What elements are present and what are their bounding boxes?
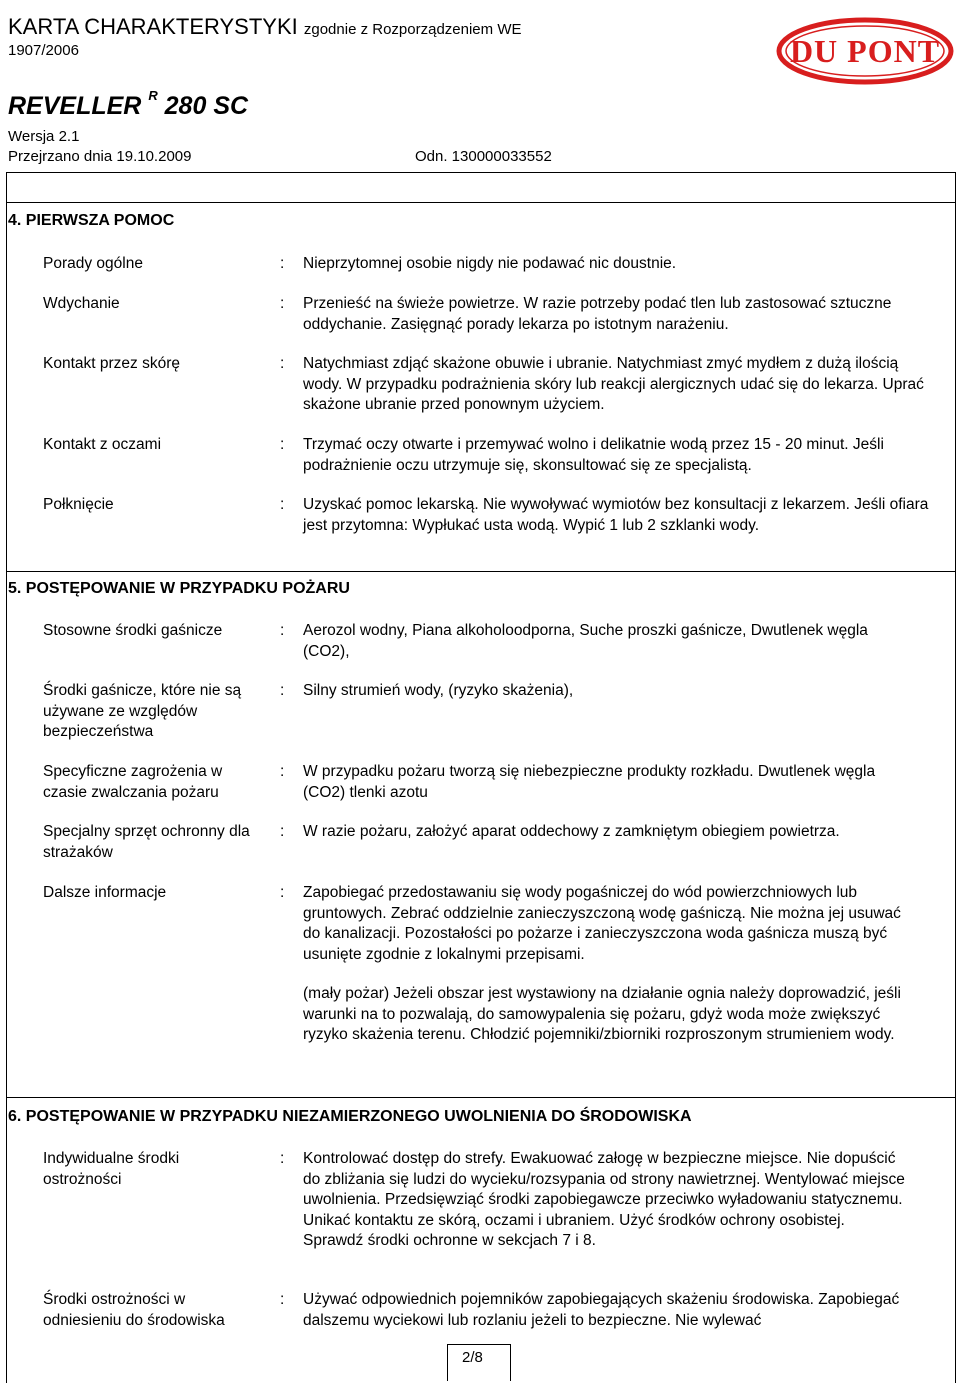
product-name: [8, 88, 248, 121]
row-label: Specyficzne zagrożenia w czasie zwalczania pożaru: [43, 763, 223, 801]
registered-mark: R: [148, 88, 158, 103]
product-suffix: 280 SC: [164, 92, 249, 120]
row-value: Silny strumień wody, (ryzyko skażenia),: [303, 682, 574, 699]
page-number: 2/8: [462, 1349, 483, 1366]
row-value: W razie pożaru, założyć aparat oddechowy z zamkniętym obiegiem powietrza.: [303, 823, 840, 840]
colon: :: [280, 1291, 285, 1308]
row-value: Zapobiegać przedostawaniu się wody pogaśniczej do wód powierzchniowych lub gruntowych. Zebrać oddzielnie zanieczyszczoną wodę gaśniczą. Nie można jej usuwać do kanalizacji. Pozostałości po pożarze i zanieczyszczona woda gaśnicza muszą być usunięte zgodnie z lokalnymi przepisami.: [303, 884, 901, 963]
row-label: Indywidualne środki ostrożności: [43, 1150, 180, 1188]
colon: :: [280, 1150, 285, 1167]
additional-note: (mały pożar) Jeżeli obszar jest wystawiony na działanie ognia należy doprowadzić, jeśli warunki na to pozwalają, do samowypalenia się pożaru, gdyż woda może zwiększyć ryzyko skażenia terenu. Chłodzić pojemniki/zbiorniki rozproszonym strumieniem wody.: [303, 985, 901, 1043]
row-value: Uzyskać pomoc lekarską. Nie wywoływać wymiotów bez konsultacji z lekarzem. Jeśli ofiara jest przytomna: Wypłukać usta wodą. Wypić 1 lub 2 szklanki wody.: [303, 496, 929, 534]
colon: :: [280, 682, 285, 699]
section-4-title: 4. PIERWSZA POMOC: [8, 212, 175, 229]
footer-box-right: [510, 1344, 511, 1381]
colon: :: [280, 763, 285, 780]
version: Wersja 2.1: [8, 128, 80, 145]
footer-box-top: [447, 1344, 511, 1345]
row-label: Kontakt przez skórę: [43, 355, 180, 372]
title-main: KARTA CHARAKTERYSTYKI: [8, 14, 298, 39]
product-name-text: REVELLER: [8, 92, 142, 120]
row-value: Nieprzytomnej osobie nigdy nie podawać nic doustnie.: [303, 255, 677, 272]
colon: :: [280, 255, 285, 272]
revision-date: Przejrzano dnia 19.10.2009: [8, 148, 192, 165]
row-value: Aerozol wodny, Piana alkoholoodporna, Suche proszki gaśnicze, Dwutlenek węgla (CO2),: [303, 622, 868, 660]
dupont-logo: [775, 16, 955, 86]
document-title: [8, 14, 521, 43]
regulation-number: 1907/2006: [8, 42, 79, 59]
colon: :: [280, 496, 285, 513]
row-label: Środki gaśnicze, które nie są używane ze względów bezpieczeństwa: [43, 682, 242, 740]
row-value: Przenieść na świeże powietrze. W razie potrzeby podać tlen lub zastosować sztuczne oddychanie. Zasięgnąć porady lekarza po istotnym narażeniu.: [303, 295, 892, 333]
title-regulation-text: zgodnie z Rozporządzeniem WE: [303, 21, 522, 38]
section-6-title: 6. POSTĘPOWANIE W PRZYPADKU NIEZAMIERZONEGO UWOLNIENIA DO ŚRODOWISKA: [8, 1108, 692, 1125]
row-label: Wdychanie: [43, 295, 120, 312]
section-divider: [6, 1097, 956, 1098]
row-value: W przypadku pożaru tworzą się niebezpieczne produkty rozkładu. Dwutlenek węgla (CO2) tlenki azotu: [303, 763, 876, 801]
section-5-title: 5. POSTĘPOWANIE W PRZYPADKU POŻARU: [8, 580, 350, 597]
row-value: Natychmiast zdjąć skażone obuwie i ubranie. Natychmiast zmyć mydłem z dużą ilością wody. W przypadku podrażnienia skóry lub reakcji alergicznych udać się do lekarza. Uprać skażone ubranie przed ponownym użyciem.: [303, 355, 924, 413]
colon: :: [280, 622, 285, 639]
row-label: Stosowne środki gaśnicze: [43, 622, 223, 639]
row-value: Kontrolować dostęp do strefy. Ewakuować załogę w bezpieczne miejsce. Nie dopuścić do zbliżania się ludzi do wycieku/rozsypania od strony nawietrznej. Wentylować miejsce uwolnienia. Przedsięwziąć środki zapobiegawcze przeciwko wyładowaniu statycznemu. Unikać kontaktu ze skórą, oczami i ubraniem. Użyć środków ochrony osobistej. Sprawdź środki ochronne w sekcjach 7 i 8.: [303, 1150, 905, 1249]
logo-text: DU PONT: [789, 33, 941, 69]
colon: :: [280, 823, 285, 840]
section-divider: [6, 202, 956, 203]
footer-box-left: [447, 1344, 448, 1381]
reference-number: Odn. 130000033552: [415, 148, 552, 165]
section-divider: [6, 571, 956, 572]
row-value: Używać odpowiednich pojemników zapobiegających skażeniu środowiska. Zapobiegać dalszemu wyciekowi lub rozlaniu jeżeli to bezpieczne. Nie wylewać: [303, 1291, 900, 1329]
colon: :: [280, 355, 285, 372]
colon: :: [280, 295, 285, 312]
colon: :: [280, 884, 285, 901]
colon: :: [280, 436, 285, 453]
row-label: Specjalny sprzęt ochronny dla strażaków: [43, 823, 250, 861]
row-label: Porady ogólne: [43, 255, 143, 272]
row-label: Dalsze informacje: [43, 884, 167, 901]
row-label: Kontakt z oczami: [43, 436, 162, 453]
row-label: Środki ostrożności w odniesieniu do środowiska: [43, 1291, 225, 1329]
row-label: Połknięcie: [43, 496, 114, 513]
row-value: Trzymać oczy otwarte i przemywać wolno i delikatnie wodą przez 15 - 20 minut. Jeśli podrażnienie oczu utrzymuje się, skonsultować się ze specjalistą.: [303, 436, 884, 474]
